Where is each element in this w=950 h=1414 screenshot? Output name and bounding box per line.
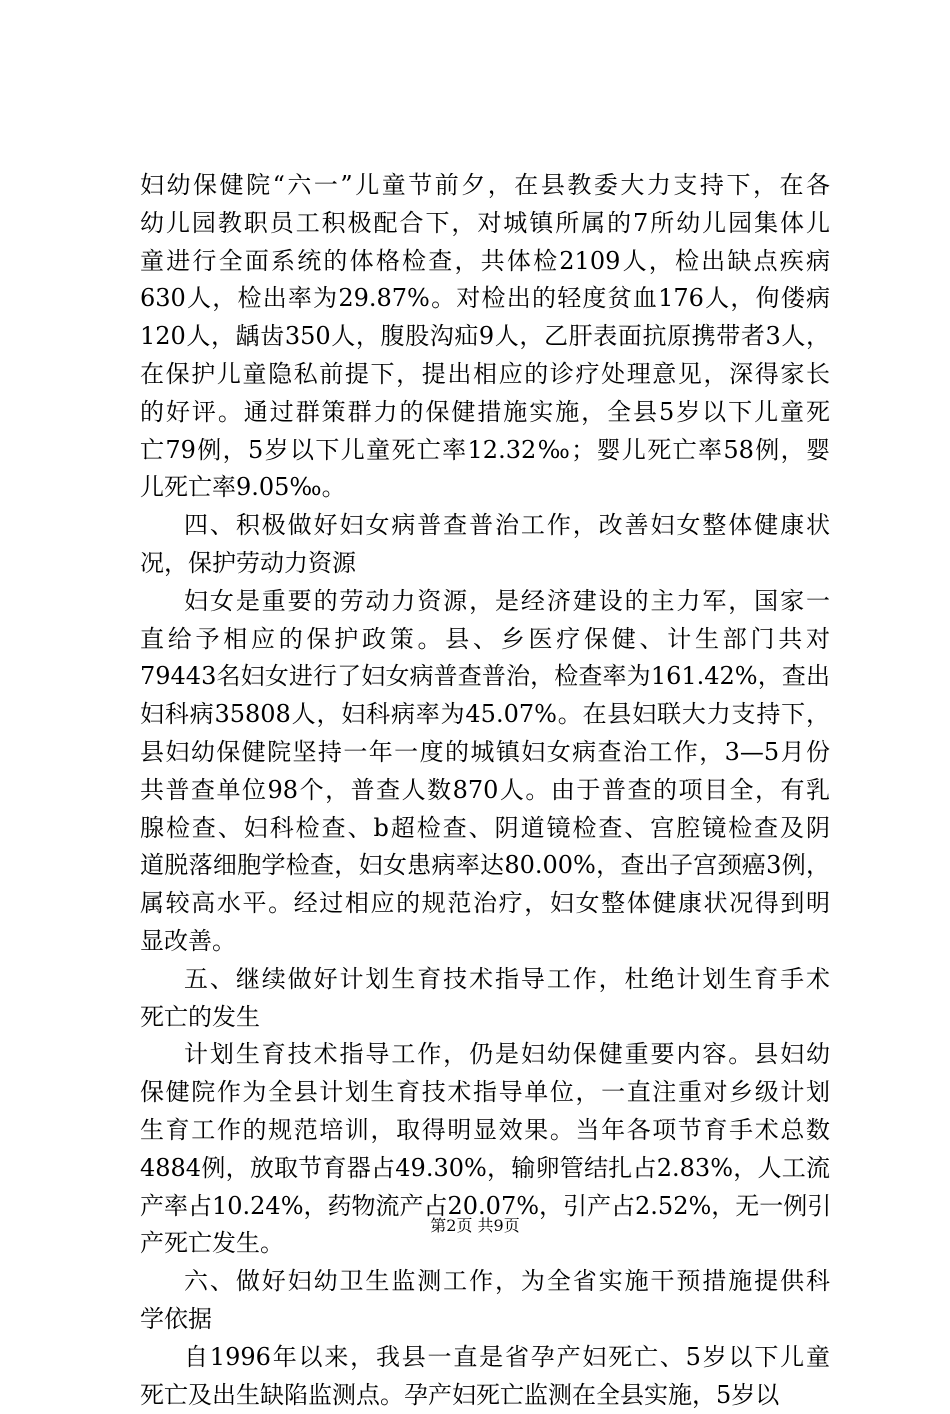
text-line: 道脱落细胞学检查，妇女患病率达80.00%，查出子宫颈癌3例， (140, 847, 830, 885)
text-line: 学依据 (140, 1301, 830, 1339)
text-line: 产率占10.24%，药物流产占20.07%，引产占2.52%，无一例引 (140, 1188, 830, 1226)
text-line: 4884例，放取节育器占49.30%，输卵管结扎占2.83%，人工流 (140, 1150, 830, 1188)
text-line: 死亡及出生缺陷监测点。孕产妇死亡监测在全县实施，5岁以 (140, 1377, 830, 1414)
text-line: 六、做好妇幼卫生监测工作，为全省实施干预措施提供科 (140, 1263, 830, 1301)
page-footer (0, 1213, 950, 1236)
text-line: 共普查单位98个，普查人数870人。由于普查的项目全，有乳 (140, 772, 830, 810)
text-line: 生育工作的规范培训，取得明显效果。当年各项节育手术总数 (140, 1112, 830, 1150)
text-line: 的好评。通过群策群力的保健措施实施，全县5岁以下儿童死 (140, 394, 830, 432)
text-line: 自1996年以来，我县一直是省孕产妇死亡、5岁以下儿童 (140, 1339, 830, 1377)
text-line: 死亡的发生 (140, 999, 830, 1037)
paragraph (140, 507, 830, 583)
text-line: 属较高水平。经过相应的规范治疗，妇女整体健康状况得到明 (140, 885, 830, 923)
text-line: 幼儿园教职员工积极配合下，对城镇所属的7所幼儿园集体儿 (140, 205, 830, 243)
text-line: 妇幼保健院“六一”儿童节前夕，在县教委大力支持下，在各 (140, 167, 830, 205)
text-line: 童进行全面系统的体格检查，共体检2109人，检出缺点疾病 (140, 243, 830, 281)
text-line: 妇女是重要的劳动力资源，是经济建设的主力军，国家一 (140, 583, 830, 621)
text-line: 况，保护劳动力资源 (140, 545, 830, 583)
text-line: 直给予相应的保护政策。县、乡医疗保健、计生部门共对 (140, 621, 830, 659)
text-line: 县妇幼保健院坚持一年一度的城镇妇女病查治工作，3—5月份 (140, 734, 830, 772)
text-line: 显改善。 (140, 923, 830, 961)
page-number-label: 第2页 共9页 (430, 1216, 519, 1235)
paragraph (140, 1263, 830, 1339)
text-line: 79443名妇女进行了妇女病普查普治，检查率为161.42%，查出 (140, 658, 830, 696)
paragraph (140, 583, 830, 961)
text-line: 亡79例，5岁以下儿童死亡率12.32‰；婴儿死亡率58例，婴 (140, 432, 830, 470)
text-line: 五、继续做好计划生育技术指导工作，杜绝计划生育手术 (140, 961, 830, 999)
text-line: 计划生育技术指导工作，仍是妇幼保健重要内容。县妇幼 (140, 1036, 830, 1074)
text-line: 120人，龋齿350人，腹股沟疝9人，乙肝表面抗原携带者3人， (140, 318, 830, 356)
text-line: 630人，检出率为29.87%。对检出的轻度贫血176人，佝偻病 (140, 280, 830, 318)
paragraph (140, 167, 830, 507)
text-line: 腺检查、妇科检查、b超检查、阴道镜检查、宫腔镜检查及阴 (140, 810, 830, 848)
paragraph (140, 961, 830, 1037)
text-line: 保健院作为全县计划生育技术指导单位，一直注重对乡级计划 (140, 1074, 830, 1112)
text-line: 在保护儿童隐私前提下，提出相应的诊疗处理意见，深得家长 (140, 356, 830, 394)
text-line: 产死亡发生。 (140, 1225, 830, 1263)
paragraph (140, 1339, 830, 1414)
text-line: 四、积极做好妇女病普查普治工作，改善妇女整体健康状 (140, 507, 830, 545)
text-line: 妇科病35808人，妇科病率为45.07%。在县妇联大力支持下， (140, 696, 830, 734)
text-line: 儿死亡率9.05‰。 (140, 469, 830, 507)
